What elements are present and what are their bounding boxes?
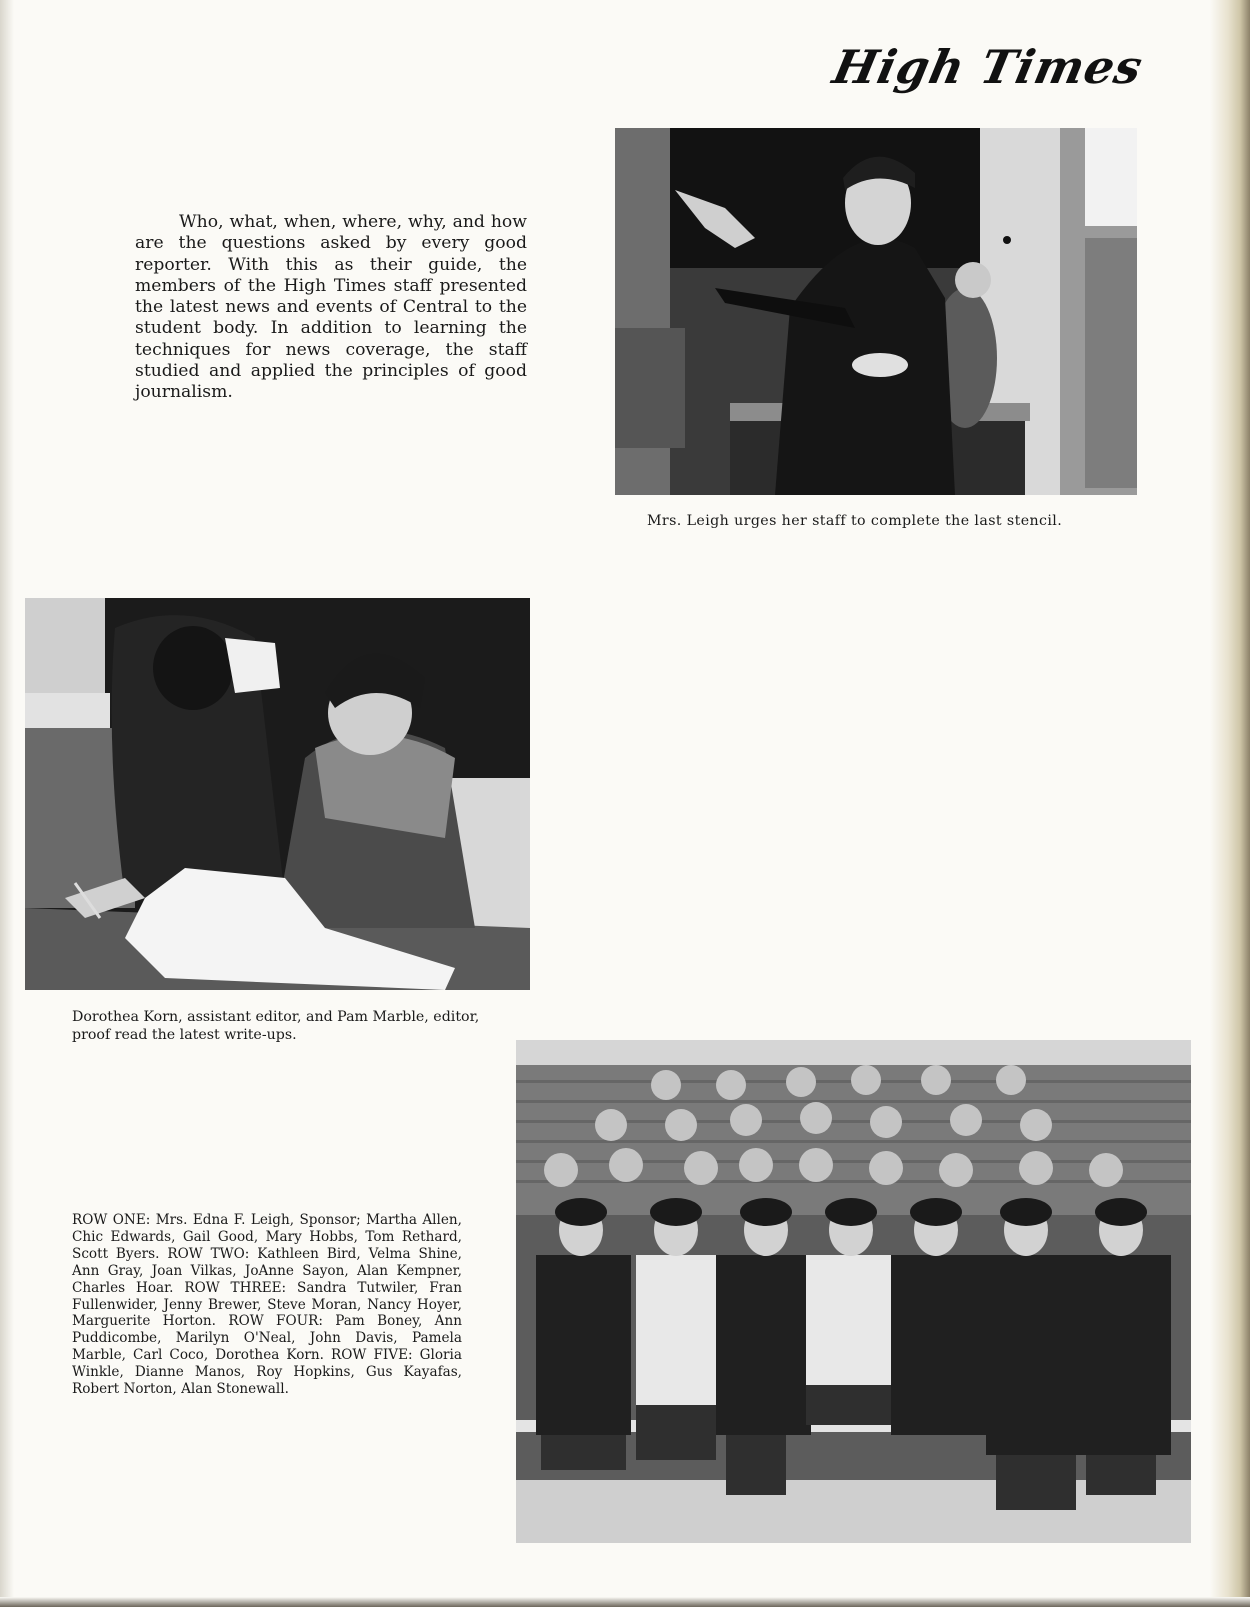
caption-editors-photo: Dorothea Korn, assistant editor, and Pam Marble, editor, proof read the latest write-ups.	[72, 1009, 480, 1043]
photo-staff-group	[516, 1040, 1191, 1543]
page-right-edge	[1210, 0, 1250, 1607]
page-gutter-shadow	[0, 0, 14, 1607]
photo-teacher-at-desk	[615, 128, 1137, 495]
caption-teacher-photo: Mrs. Leigh urges her staff to complete the last stencil.	[647, 513, 1063, 529]
intro-paragraph: Who, what, when, where, why, and how are the questions asked by every good reporter. With this as their guide, the members of the High Times staff presented the latest news and events of Central to the student body. In addition to learning the techniques for news coverage, the staff studied and applied the principles of good journalism.	[135, 212, 527, 403]
page-bottom-edge	[0, 1597, 1250, 1607]
section-title: High Times	[828, 40, 1148, 94]
photo-editors-proofreading	[25, 598, 530, 990]
caption-staff-roster: ROW ONE: Mrs. Edna F. Leigh, Sponsor; Martha Allen, Chic Edwards, Gail Good, Mary Hobbs, Tom Rethard, Scott Byers. ROW TWO: Kathleen Bird, Velma Shine, Ann Gray, Joan Vilkas, JoAnne Sayon, Alan Kempner, Charles Hoar. ROW THREE: Sandra Tutwiler, Fran Fullenwider, Jenny Brewer, Steve Moran, Nancy Hoyer, Marguerite Horton. ROW FOUR: Pam Boney, Ann Puddicombe, Marilyn O'Neal, John Davis, Pamela Marble, Carl Coco, Dorothea Korn. ROW FIVE: Gloria Winkle, Dianne Manos, Roy Hopkins, Gus Kayafas, Robert Norton, Alan Stonewall.	[72, 1212, 462, 1398]
